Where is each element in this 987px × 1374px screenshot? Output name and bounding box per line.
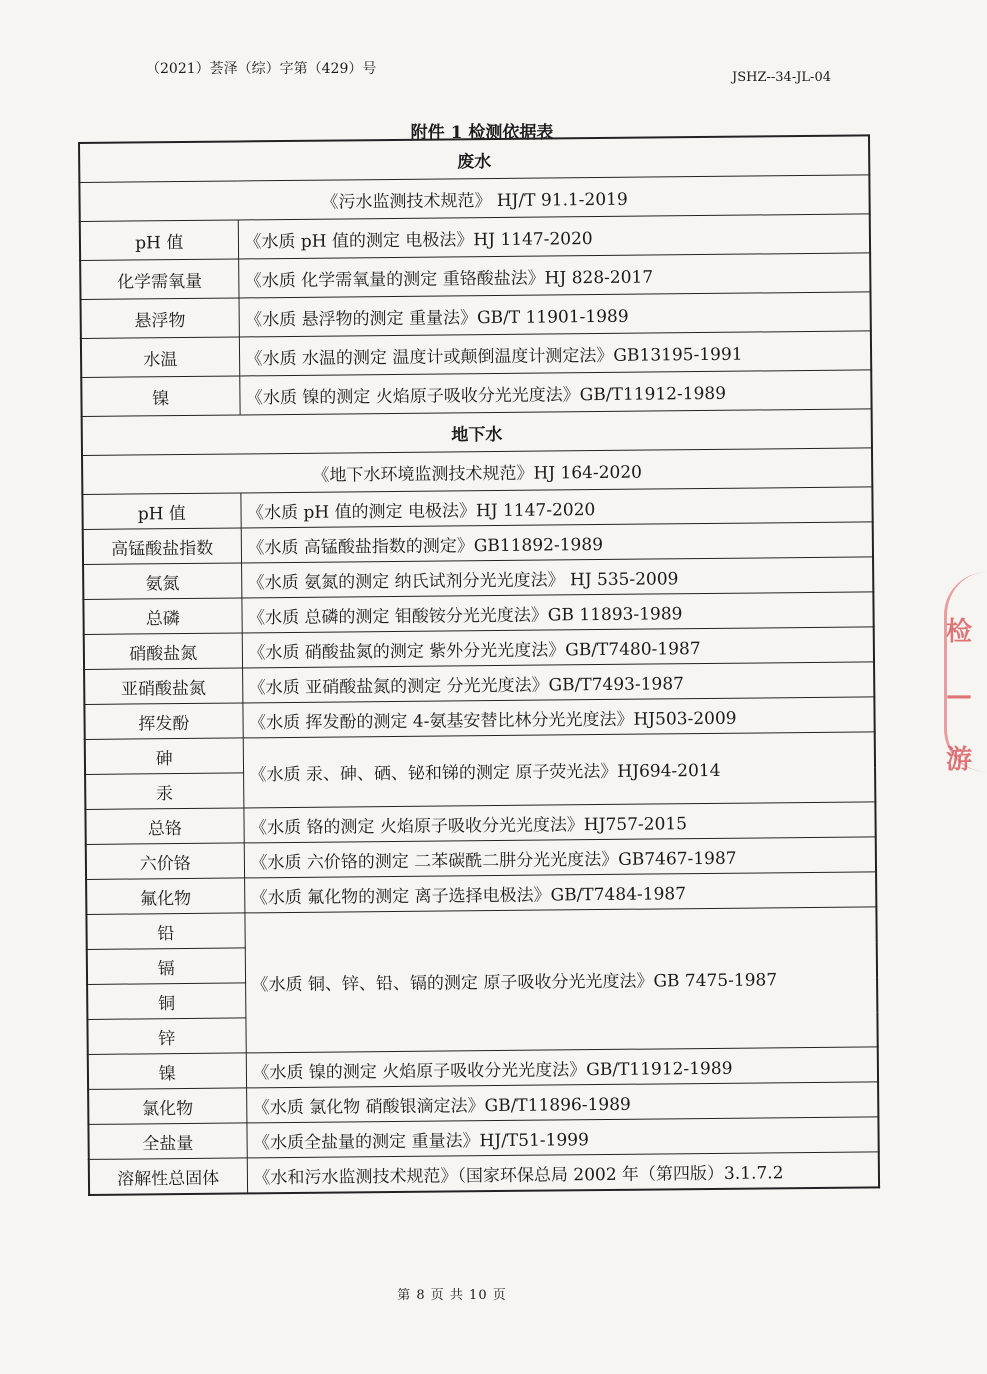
test-method: 《水质 亚硝酸盐氮的测定 分光光度法》GB/T7493-1987 — [242, 662, 874, 703]
test-item: 溶解性总固体 — [89, 1158, 247, 1195]
test-method: 《水质 氟化物的测定 离子选择电极法》GB/T7484-1987 — [244, 872, 876, 913]
document-number: （2021）荟泽（综）字第（429）号 — [146, 61, 377, 77]
test-method: 《水质 六价铬的测定 二苯碳酰二肼分光光度法》GB7467-1987 — [244, 837, 876, 878]
test-item: 悬浮物 — [81, 298, 239, 339]
detection-basis-table — [78, 134, 880, 1196]
test-item: 镍 — [88, 1053, 246, 1090]
test-item: 镍 — [81, 376, 239, 417]
test-method: 《水质 氨氮的测定 纳氏试剂分光光度法》 HJ 535-2009 — [241, 557, 873, 598]
test-item: 水温 — [81, 337, 239, 378]
test-method: 《水质 铬的测定 火焰原子吸收分光光度法》HJ757-2015 — [243, 802, 875, 843]
test-method: 《水质 镍的测定 火焰原子吸收分光光度法》GB/T11912-1989 — [239, 370, 871, 415]
test-method: 《水质 挥发酚的测定 4-氨基安替比林分光光度法》HJ503-2009 — [242, 697, 874, 738]
test-item: 砷 — [85, 738, 243, 775]
test-item: 六价铬 — [86, 843, 244, 880]
page-title: 附件 1 检测依据表 — [410, 123, 554, 143]
test-method: 《水质全盐量的测定 重量法》HJ/T51-1999 — [246, 1117, 878, 1158]
test-item: 氯化物 — [88, 1088, 246, 1125]
test-item: 锌 — [87, 1018, 245, 1055]
table-row — [85, 732, 875, 775]
test-item: 铜 — [87, 983, 245, 1020]
test-item: 挥发酚 — [84, 703, 242, 740]
test-method: 《水质 镍的测定 火焰原子吸收分光光度法》GB/T11912-1989 — [246, 1047, 878, 1088]
test-method: 《水质 pH 值的测定 电极法》HJ 1147-2020 — [238, 214, 870, 259]
test-item: 氨氮 — [83, 563, 241, 600]
table-row — [86, 907, 876, 950]
test-method: 《水质 硝酸盐氮的测定 紫外分光光度法》GB/T7480-1987 — [242, 627, 874, 668]
test-item: 硝酸盐氮 — [84, 633, 242, 670]
section-standard: 《污水监测技术规范》 HJ/T 91.1-2019 — [79, 175, 869, 222]
test-item: 总磷 — [83, 598, 241, 635]
section-standard: 《地下水环境监测技术规范》HJ 164-2020 — [82, 448, 872, 495]
test-item: pH 值 — [82, 493, 240, 530]
test-method: 《水质 氯化物 硝酸银滴定法》GB/T11896-1989 — [246, 1082, 878, 1123]
section-title: 地下水 — [82, 409, 872, 456]
test-method: 《水质 高锰酸盐指数的测定》GB11892-1989 — [241, 522, 873, 563]
test-method: 《水和污水监测技术规范》（国家环保总局 2002 年（第四版）3.1.7.2 — [247, 1152, 879, 1194]
test-method: 《水质 水温的测定 温度计或颠倒温度计测定法》GB13195-1991 — [239, 331, 871, 376]
test-item: 总铬 — [85, 808, 243, 845]
test-method: 《水质 汞、砷、硒、铋和锑的测定 原子荧光法》HJ694-2014 — [243, 732, 876, 808]
section-title: 废水 — [79, 135, 869, 182]
table-row — [89, 1152, 879, 1195]
test-method: 《水质 悬浮物的测定 重量法》GB/T 11901-1989 — [239, 292, 871, 337]
test-method: 《水质 化学需氧量的测定 重铬酸盐法》HJ 828-2017 — [238, 253, 870, 298]
test-method: 《水质 铜、锌、铅、镉的测定 原子吸收分光光度法》GB 7475-1987 — [244, 907, 877, 1053]
test-item: 氟化物 — [86, 878, 244, 915]
page-number: 第 8 页 共 10 页 — [397, 1288, 507, 1303]
test-item: 铅 — [86, 913, 244, 950]
test-item: 镉 — [87, 948, 245, 985]
test-method: 《水质 pH 值的测定 电极法》HJ 1147-2020 — [240, 487, 872, 528]
test-method: 《水质 总磷的测定 钼酸铵分光光度法》GB 11893-1989 — [241, 592, 873, 633]
test-item: 全盐量 — [88, 1123, 246, 1160]
test-item: 高锰酸盐指数 — [83, 528, 241, 565]
record-code: JSHZ--34-JL-04 — [732, 70, 831, 85]
test-item: 汞 — [85, 773, 243, 810]
test-item: pH 值 — [80, 220, 238, 261]
test-item: 亚硝酸盐氮 — [84, 668, 242, 705]
test-item: 化学需氧量 — [80, 259, 238, 300]
seal-fragment: 检 — 游 — [946, 617, 973, 775]
